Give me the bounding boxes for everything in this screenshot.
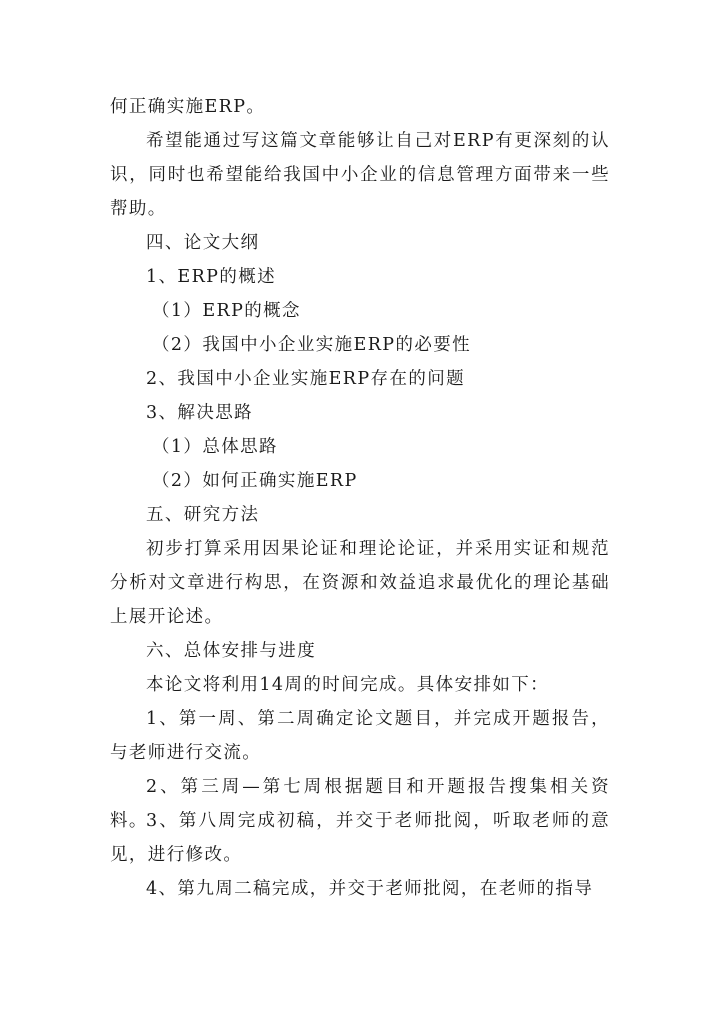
outline-subitem-1-1: （1）ERP的概念 — [152, 301, 301, 321]
outline-subitem-1-2: （2）我国中小企业实施ERP的必要性 — [152, 335, 472, 355]
outline-subitem-3-1: （1）总体思路 — [152, 437, 278, 457]
paragraph-erp-continuation: 何正确实施ERP。 — [110, 97, 266, 117]
heading-outline: 四、论文大纲 — [146, 233, 260, 253]
outline-subitem-3-2: （2）如何正确实施ERP — [152, 471, 358, 491]
schedule-item-2: 2、第三周—第七周根据题目和开题报告搜集相关资料。 — [110, 777, 610, 831]
outline-item-2: 2、我国中小企业实施ERP存在的问题 — [146, 369, 466, 389]
schedule-item-4: 4、第九周二稿完成，并交于老师批阅，在老师的指导 — [146, 879, 594, 899]
schedule-item-3: 3、第八周完成初稿，并交于老师批阅，听取老师的意见，进行修改。 — [110, 811, 610, 865]
outline-item-1: 1、ERP的概述 — [146, 267, 277, 287]
paragraph-schedule-intro: 本论文将利用14周的时间完成。具体安排如下： — [146, 675, 550, 695]
schedule-item-1: 1、第一周、第二周确定论文题目，并完成开题报告，与老师进行交流。 — [110, 709, 610, 763]
heading-research-method: 五、研究方法 — [146, 505, 260, 525]
paragraph-hope: 希望能通过写这篇文章能够让自己对ERP有更深刻的认识，同时也希望能给我国中小企业的信息管理方面带来一些帮助。 — [110, 131, 610, 219]
outline-item-3: 3、解决思路 — [146, 403, 254, 423]
heading-schedule: 六、总体安排与进度 — [146, 641, 317, 661]
paragraph-research-method: 初步打算采用因果论证和理论论证，并采用实证和规范分析对文章进行构思，在资源和效益追求最优化的理论基础上展开论述。 — [110, 539, 610, 627]
